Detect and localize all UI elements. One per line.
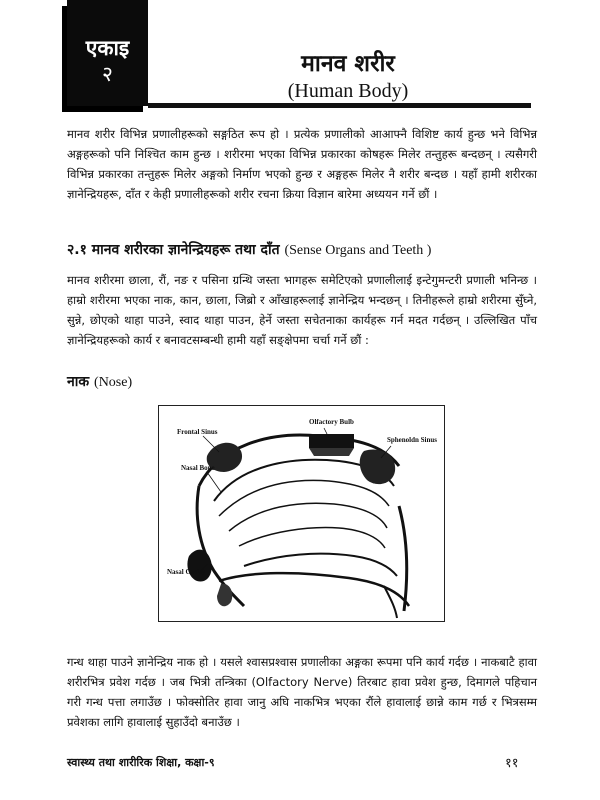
section-heading-english: (Sense Organs and Teeth ) bbox=[284, 243, 432, 258]
label-frontal-sinus: Frontal Sinus bbox=[177, 428, 218, 436]
intro-paragraph: मानव शरीर विभिन्न प्रणालीहरूको सङ्गठित रूप हो । प्रत्येक प्रणालीको आआफ्नै विशिष्ट कार्य हुन्छ भने विभिन्न अङ्गहरूको पनि निश्चित काम हुन्छ । शरीरमा भएका विभिन्न प्रकारका कोषहरू मिलेर तन्तुहरू बन्दछन् । त्यसैगरी विभिन्न प्रकारका तन्तुहरू मिलेर अङ्गको निर्माण भएको हुन्छ र अङ्गहरू मिलेर नै शरीर बन्दछ । यहाँ हामी शरीरका ज्ञानेन्द्रियहरू, दाँत र केही प्रणालीहरूको शरीर रचना क्रिया विज्ञान बारेमा अध्ययन गर्ने छौं । bbox=[67, 127, 537, 201]
page-number: ११ bbox=[505, 756, 519, 771]
unit-label: एकाइ bbox=[85, 36, 130, 60]
unit-box bbox=[67, 0, 148, 106]
subsection-heading-english: (Nose) bbox=[94, 375, 133, 390]
page-subtitle: (Human Body) bbox=[287, 80, 409, 102]
subsection-heading bbox=[67, 372, 132, 391]
section-paragraph: मानव शरीरमा छाला, रौं, नङ र पसिना ग्रन्थि जस्ता भागहरू समेटिएको प्रणालीलाई इन्टेगुमन्टरी प्रणाली भनिन्छ । हाम्रो शरीरमा भएका नाक, कान, छाला, जिब्रो र आँखाहरूलाई ज्ञानेन्द्रिय भन्दछन् । तिनीहरूले हाम्रो शरीरमा सुँघ्ने, सुन्ने, छोएको थाहा पाउने, स्वाद थाहा पाउन, हेर्ने जस्ता सचेतनाका कार्यहरू गर्न मदत गर्दछन् । उल्लिखित पाँच ज्ञानेन्द्रियहरूको कार्य र बनावटसम्बन्धी हामी यहाँ सङ्क्षेपमा चर्चा गर्ने छौं : bbox=[67, 273, 537, 347]
label-olfactory-bulb: Olfactory Bulb bbox=[309, 418, 354, 426]
unit-number: २ bbox=[102, 62, 113, 86]
header-rule bbox=[148, 103, 531, 108]
page-title: मानव शरीर bbox=[301, 51, 395, 77]
nose-diagram bbox=[158, 405, 445, 622]
footer-book-title: स्वास्थ्य तथा शारीरिक शिक्षा, कक्षा-९ bbox=[67, 756, 215, 769]
section-heading-text: २.१ मानव शरीरका ज्ञानेन्द्रियहरू तथा दाँत bbox=[67, 242, 280, 258]
label-nasal-cavity: Nasal Cavity bbox=[167, 568, 206, 576]
subsection-heading-text: नाक bbox=[67, 374, 90, 390]
section-heading bbox=[67, 240, 431, 259]
closing-paragraph: गन्ध थाहा पाउने ज्ञानेन्द्रिय नाक हो । यसले श्वासप्रश्वास प्रणालीका अङ्गका रूपमा पनि कार्य गर्दछ । नाकबाटै हावा शरीरभित्र प्रवेश गर्दछ । जब भित्री तन्त्रिका (Olfactory Nerve) तिरबाट हावा प्रवेश हुन्छ, दिमागले पहिचान गरी गन्ध पत्ता लगाउँछ । फोक्सोतिर हावा जानु अघि नाकभित्र भएका रौंले हावालाई छान्ने काम गर्छ र भित्रसम्म प्रवेशका लागि हावालाई सुहाउँदो बनाउँछ । bbox=[67, 655, 537, 729]
label-sphenoid-sinus: Sphenoldn Sinus bbox=[387, 436, 438, 444]
label-nasal-bone: Nasal Bone bbox=[181, 464, 215, 472]
